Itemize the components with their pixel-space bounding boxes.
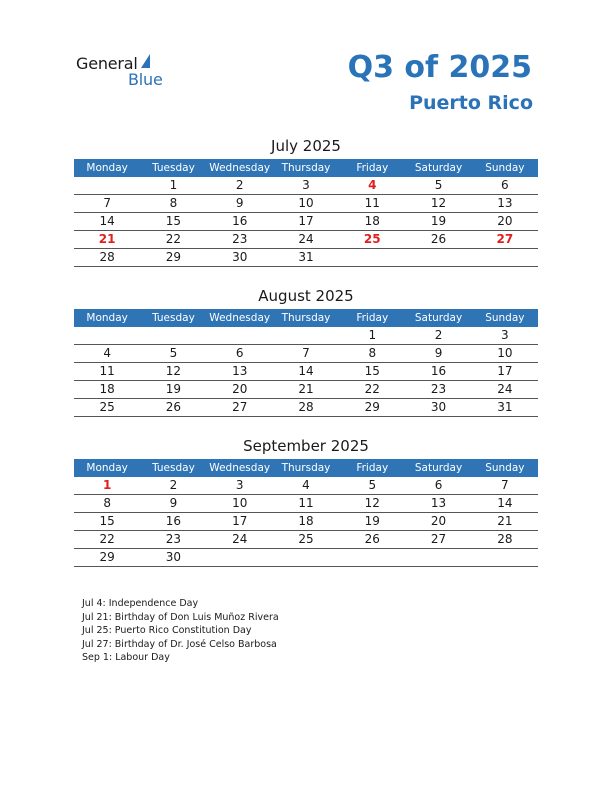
day-cell: 24 [207, 531, 273, 549]
day-cell: 2 [140, 477, 206, 495]
day-cell: 21 [273, 381, 339, 399]
day-cell: 13 [207, 363, 273, 381]
page-title: Q3 of 2025 [347, 50, 532, 85]
day-cell: 10 [472, 345, 538, 363]
day-cell: 15 [339, 363, 405, 381]
day-cell: 23 [207, 231, 273, 249]
day-cell: 7 [74, 195, 140, 213]
day-cell: 12 [140, 363, 206, 381]
day-cell: 18 [74, 381, 140, 399]
weekday-header: Saturday [405, 309, 471, 327]
holiday-note: Jul 25: Puerto Rico Constitution Day [82, 625, 252, 636]
empty-day-cell [207, 327, 273, 345]
day-cell: 25 [339, 231, 405, 249]
day-cell: 29 [140, 249, 206, 267]
month-july [74, 135, 538, 267]
week-row [74, 327, 538, 345]
day-cell: 1 [339, 327, 405, 345]
month-september [74, 435, 538, 567]
weekday-header: Wednesday [207, 459, 273, 477]
day-cell: 3 [472, 327, 538, 345]
logo [76, 52, 176, 88]
weekday-header: Thursday [273, 459, 339, 477]
week-row [74, 531, 538, 549]
day-cell: 24 [273, 231, 339, 249]
day-cell: 4 [273, 477, 339, 495]
logo-triangle-icon [141, 54, 150, 68]
weekday-header: Friday [339, 459, 405, 477]
weekday-header-row [74, 309, 538, 327]
empty-day-cell [405, 549, 471, 567]
weekday-header: Monday [74, 309, 140, 327]
day-cell: 6 [472, 177, 538, 195]
day-cell: 31 [472, 399, 538, 417]
day-cell: 28 [74, 249, 140, 267]
day-cell: 17 [207, 513, 273, 531]
empty-day-cell [273, 327, 339, 345]
day-cell: 13 [405, 495, 471, 513]
day-cell: 10 [207, 495, 273, 513]
day-cell: 11 [273, 495, 339, 513]
day-cell: 22 [140, 231, 206, 249]
day-cell: 14 [472, 495, 538, 513]
empty-day-cell [207, 549, 273, 567]
empty-day-cell [405, 249, 471, 267]
day-cell: 4 [339, 177, 405, 195]
week-row [74, 177, 538, 195]
day-cell: 6 [207, 345, 273, 363]
day-cell: 2 [405, 327, 471, 345]
weekday-header: Saturday [405, 159, 471, 177]
day-cell: 16 [140, 513, 206, 531]
logo-text-general: General [76, 54, 138, 73]
day-cell: 19 [339, 513, 405, 531]
month-august [74, 285, 538, 417]
day-cell: 22 [74, 531, 140, 549]
day-cell: 30 [207, 249, 273, 267]
empty-day-cell [74, 177, 140, 195]
day-cell: 8 [74, 495, 140, 513]
holiday-note: Jul 21: Birthday of Don Luis Muñoz Rivera [82, 611, 279, 623]
week-row [74, 381, 538, 399]
day-cell: 9 [207, 195, 273, 213]
day-cell: 29 [339, 399, 405, 417]
day-cell: 3 [273, 177, 339, 195]
weekday-header: Sunday [472, 159, 538, 177]
calendar-table [74, 309, 538, 417]
week-row [74, 513, 538, 531]
day-cell: 20 [405, 513, 471, 531]
holiday-note: Sep 1: Labour Day [82, 652, 170, 663]
empty-day-cell [472, 249, 538, 267]
holiday-notes [82, 597, 279, 665]
day-cell: 28 [273, 399, 339, 417]
weekday-header: Friday [339, 159, 405, 177]
day-cell: 2 [207, 177, 273, 195]
day-cell: 3 [207, 477, 273, 495]
weekday-header: Tuesday [140, 459, 206, 477]
empty-day-cell [74, 327, 140, 345]
empty-day-cell [273, 549, 339, 567]
day-cell: 25 [74, 399, 140, 417]
day-cell: 1 [74, 477, 140, 495]
day-cell: 23 [140, 531, 206, 549]
day-cell: 8 [140, 195, 206, 213]
day-cell: 26 [405, 231, 471, 249]
day-cell: 14 [74, 213, 140, 231]
week-row [74, 477, 538, 495]
week-row [74, 363, 538, 381]
month-title: September 2025 [243, 437, 369, 455]
weekday-header: Wednesday [207, 159, 273, 177]
weekday-header: Monday [74, 459, 140, 477]
weekday-header: Thursday [273, 159, 339, 177]
day-cell: 4 [74, 345, 140, 363]
holiday-note: Jul 4: Independence Day [82, 598, 199, 609]
day-cell: 27 [405, 531, 471, 549]
day-cell: 26 [339, 531, 405, 549]
weekday-header-row [74, 459, 538, 477]
day-cell: 19 [140, 381, 206, 399]
day-cell: 12 [339, 495, 405, 513]
day-cell: 6 [405, 477, 471, 495]
week-row [74, 345, 538, 363]
day-cell: 17 [273, 213, 339, 231]
day-cell: 27 [207, 399, 273, 417]
weekday-header: Wednesday [207, 309, 273, 327]
day-cell: 5 [339, 477, 405, 495]
week-row [74, 213, 538, 231]
weekday-header: Saturday [405, 459, 471, 477]
day-cell: 19 [405, 213, 471, 231]
empty-day-cell [140, 327, 206, 345]
calendar-table [74, 459, 538, 567]
day-cell: 17 [472, 363, 538, 381]
day-cell: 22 [339, 381, 405, 399]
month-title: July 2025 [271, 137, 341, 155]
day-cell: 28 [472, 531, 538, 549]
day-cell: 20 [207, 381, 273, 399]
day-cell: 13 [472, 195, 538, 213]
day-cell: 18 [273, 513, 339, 531]
day-cell: 30 [405, 399, 471, 417]
calendar-table [74, 159, 538, 267]
logo-text-blue: Blue [128, 70, 163, 89]
day-cell: 16 [405, 363, 471, 381]
weekday-header: Sunday [472, 459, 538, 477]
page-subtitle: Puerto Rico [409, 92, 533, 114]
empty-day-cell [339, 549, 405, 567]
day-cell: 26 [140, 399, 206, 417]
month-title: August 2025 [258, 287, 354, 305]
day-cell: 31 [273, 249, 339, 267]
day-cell: 12 [405, 195, 471, 213]
day-cell: 10 [273, 195, 339, 213]
weekday-header-row [74, 159, 538, 177]
week-row [74, 231, 538, 249]
day-cell: 20 [472, 213, 538, 231]
empty-day-cell [339, 249, 405, 267]
day-cell: 23 [405, 381, 471, 399]
day-cell: 16 [207, 213, 273, 231]
week-row [74, 249, 538, 267]
day-cell: 21 [472, 513, 538, 531]
week-row [74, 495, 538, 513]
day-cell: 30 [140, 549, 206, 567]
day-cell: 7 [273, 345, 339, 363]
day-cell: 21 [74, 231, 140, 249]
day-cell: 14 [273, 363, 339, 381]
day-cell: 24 [472, 381, 538, 399]
weekday-header: Tuesday [140, 309, 206, 327]
day-cell: 5 [405, 177, 471, 195]
day-cell: 15 [140, 213, 206, 231]
day-cell: 9 [140, 495, 206, 513]
week-row [74, 195, 538, 213]
week-row [74, 549, 538, 567]
day-cell: 5 [140, 345, 206, 363]
day-cell: 1 [140, 177, 206, 195]
day-cell: 25 [273, 531, 339, 549]
day-cell: 9 [405, 345, 471, 363]
weekday-header: Sunday [472, 309, 538, 327]
day-cell: 11 [339, 195, 405, 213]
day-cell: 29 [74, 549, 140, 567]
empty-day-cell [472, 549, 538, 567]
day-cell: 15 [74, 513, 140, 531]
holiday-note: Jul 27: Birthday of Dr. José Celso Barbosa [82, 638, 277, 650]
weekday-header: Tuesday [140, 159, 206, 177]
day-cell: 27 [472, 231, 538, 249]
weekday-header: Monday [74, 159, 140, 177]
weekday-header: Friday [339, 309, 405, 327]
week-row [74, 399, 538, 417]
day-cell: 7 [472, 477, 538, 495]
day-cell: 18 [339, 213, 405, 231]
day-cell: 11 [74, 363, 140, 381]
weekday-header: Thursday [273, 309, 339, 327]
day-cell: 8 [339, 345, 405, 363]
